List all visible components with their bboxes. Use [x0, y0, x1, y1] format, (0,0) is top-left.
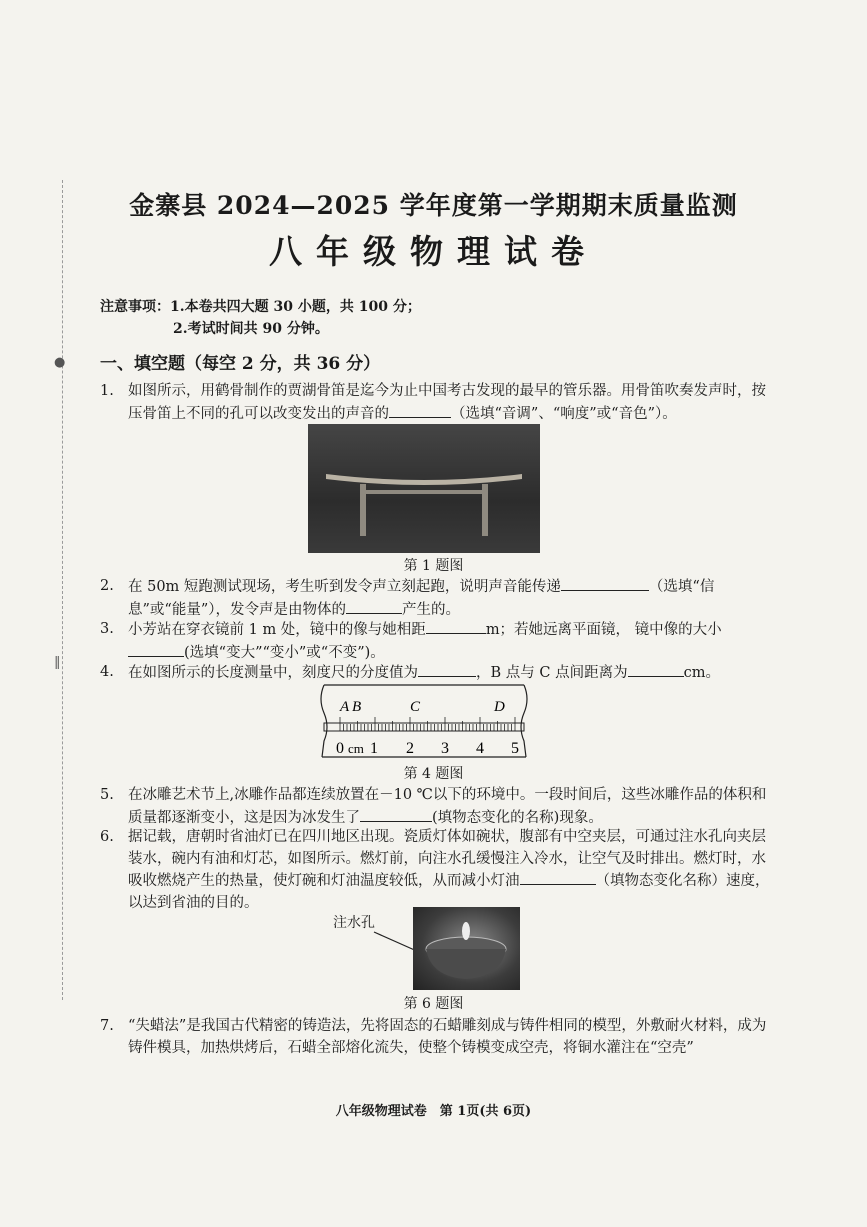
- question-number: 2.: [100, 578, 114, 594]
- question-text: 在冰雕艺术节上,冰雕作品都连续放置在－10 ℃以下的环境中。一段时间后，这些冰雕作品的体积和质量都逐渐变小，这是因为冰发生了: [128, 787, 767, 826]
- ruler-number: 5: [511, 740, 519, 757]
- question-text: “失蜡法”是我国古代精密的铸造法，先将固态的石蜡雕刻成与铸件相同的模型，外敷耐火材料，成为铸件模具，加热烘烤后，石蜡全部熔化流失，使整个铸模变成空壳，将铜水灌注在“空壳”: [128, 1018, 767, 1056]
- ruler-number: 3: [441, 740, 449, 757]
- bone-flute-photo: [308, 424, 540, 553]
- question-text: cm。: [683, 665, 720, 681]
- question-number: 4.: [100, 664, 114, 680]
- binding-mark: ‖: [54, 655, 61, 670]
- ruler-number: 0: [336, 740, 344, 757]
- figure-caption: 第 6 题图: [403, 996, 464, 1012]
- ruler-figure: [318, 683, 530, 759]
- binding-line: [62, 180, 63, 1000]
- question-text: 如图所示，用鹤骨制作的贾湖骨笛是迄今为止中国考古发现的最早的管乐器。用骨笛吹奏发声时，按压骨笛上不同的孔可以改变发出的声音的: [128, 383, 766, 422]
- answer-blank[interactable]: [128, 642, 184, 657]
- notice-line-2: 2.考试时间共 90 分钟。: [173, 321, 329, 337]
- answer-blank[interactable]: [418, 662, 476, 677]
- exam-title: 金寨县 2024—2025 学年度第一学期期末质量监测: [129, 191, 738, 220]
- ruler-point: D: [494, 699, 505, 715]
- question-number: 5.: [100, 787, 114, 803]
- question-text: ，B 点与 C 点间距离为: [476, 665, 628, 681]
- question-number: 3.: [100, 621, 114, 637]
- answer-blank[interactable]: [346, 599, 402, 614]
- question-4: [100, 662, 772, 685]
- question-3: [100, 619, 772, 664]
- page-footer: 八年级物理试卷 第 1页(共 6页): [335, 1104, 532, 1119]
- binding-mark: ●: [54, 355, 66, 370]
- answer-blank[interactable]: [561, 576, 649, 591]
- question-6: [100, 827, 772, 914]
- answer-blank[interactable]: [389, 403, 451, 418]
- question-text: 产生的。: [402, 601, 460, 618]
- oil-lamp-photo: [413, 907, 520, 990]
- ruler-number: 2: [406, 740, 414, 757]
- question-7: [100, 1016, 772, 1059]
- notice: [100, 296, 421, 340]
- ruler-point: B: [352, 699, 362, 715]
- notice-line-1: 注意事项：1.本卷共四大题 30 小题，共 100 分；: [100, 299, 421, 315]
- figure-caption: 第 1 题图: [403, 558, 464, 574]
- question-5: [100, 785, 772, 829]
- answer-blank[interactable]: [628, 662, 684, 677]
- section-heading: 一、填空题（每空 2 分，共 36 分）: [100, 354, 381, 374]
- question-text: （填物态变化名称）速度，以达到省油的目的。: [128, 873, 770, 911]
- ruler-point: A: [340, 699, 350, 715]
- figure-caption: 第 4 题图: [403, 766, 464, 782]
- ruler-unit: cm: [348, 741, 364, 756]
- question-text: 在如图所示的长度测量中，刻度尺的分度值为: [128, 665, 418, 681]
- ruler-number: 4: [476, 740, 484, 757]
- answer-blank[interactable]: [426, 619, 486, 634]
- question-text: 据记载，唐朝时省油灯已在四川地区出现。瓷质灯体如碗状，腹部有中空夹层，可通过注水孔向夹层装水，碗内有油和灯芯，如图所示。燃灯前，向注水孔缓慢注入冷水，让空气及时排出。燃灯时，水吸收燃烧产生的热量，使灯碗和灯油温度较低，从而减小灯油: [128, 829, 766, 889]
- question-text: (填物态变化的名称)现象。: [432, 809, 603, 826]
- question-number: 7.: [100, 1018, 114, 1034]
- ruler-point: C: [410, 699, 421, 715]
- question-1: [100, 381, 772, 425]
- question-text: （选填“信息”或“能量”），发令声是由物体的: [128, 579, 715, 618]
- exam-subtitle: 八年级物理试卷: [269, 232, 598, 271]
- answer-blank[interactable]: [360, 807, 432, 822]
- question-number: 1.: [100, 383, 114, 399]
- figure-label: 注水孔: [333, 915, 375, 931]
- question-number: 6.: [100, 829, 114, 845]
- answer-blank[interactable]: [520, 870, 596, 885]
- question-2: [100, 576, 772, 621]
- question-text: 小芳站在穿衣镜前 1 m 处，镜中的像与她相距: [128, 622, 426, 638]
- question-text: m；若她远离平面镜， 镜中像的大小: [485, 622, 722, 638]
- question-text: 在 50m 短跑测试现场，考生听到发令声立刻起跑，说明声音能传递: [128, 579, 561, 595]
- question-text: （选填“音调”、“响度”或“音色”）。: [451, 405, 677, 422]
- question-text: (选填“变大”“变小”或“不变”)。: [184, 644, 385, 661]
- ruler-number: 1: [370, 740, 378, 757]
